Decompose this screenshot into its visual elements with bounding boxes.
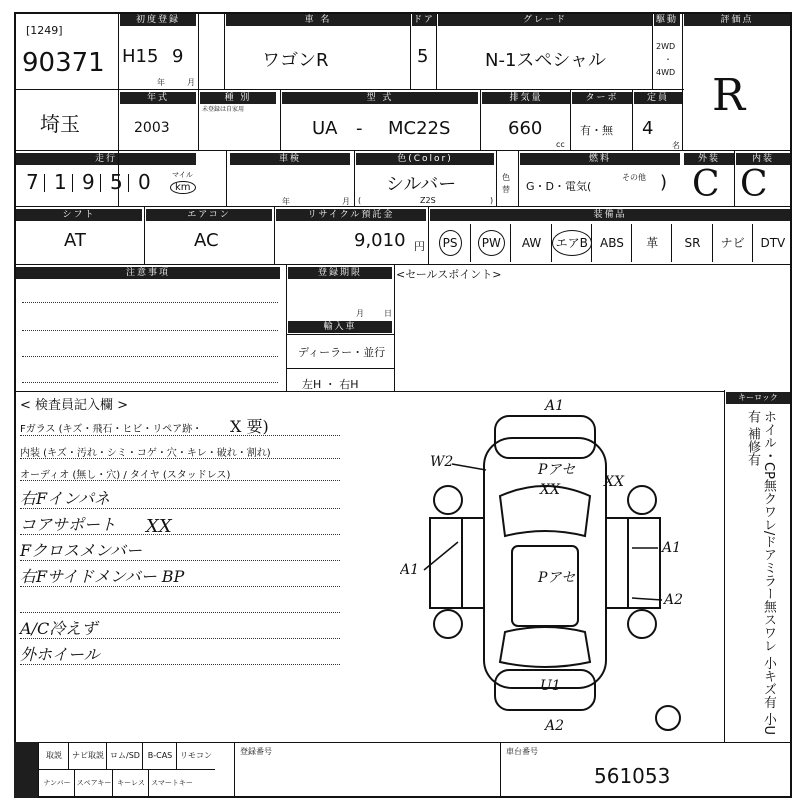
recycle-unit: 円 (414, 240, 425, 253)
color-change-label: 色 替 (502, 173, 510, 194)
car-diagram (400, 396, 720, 736)
header-first: 年式 (120, 92, 196, 104)
side-note: ホイル・CP無クワレ/ドアミラー無スワレ 小キズ有 小U有 補修有 (745, 410, 776, 736)
score-value: R (712, 70, 746, 121)
inspector-note-line: Fクロスメンバー (20, 541, 142, 560)
displacement-unit: cc (556, 140, 565, 149)
seats-unit: 名 (672, 141, 680, 150)
pillar-right (606, 518, 628, 608)
mark-roof-paint: Pアセ (538, 570, 576, 586)
header-shift: シフト (16, 209, 142, 221)
header-ext: 外装 (684, 153, 734, 165)
equipment-item: PW (470, 224, 511, 262)
mark-left-a1: A1 (400, 562, 420, 578)
mark-rear-u1: U1 (540, 678, 561, 694)
inspector-title: < 検査員記入欄 > (20, 398, 129, 413)
bottom-item-bottom: ナンバー (38, 770, 75, 797)
header-model: 車 名 (226, 14, 410, 26)
spare-tire (656, 706, 680, 730)
mark-right-fender-xx: XX (604, 474, 624, 490)
interior-label: 内装 (キズ・汚れ・シミ・コゲ・穴・キレ・破れ・割れ) (20, 448, 271, 459)
equipment-item: エアB (551, 224, 592, 262)
color-bracket-r: ) (490, 196, 494, 205)
aircon-value: AC (194, 230, 219, 251)
shaken-month: 月 (342, 197, 350, 206)
color-code: Z2S (420, 196, 436, 205)
equipment-item: PS (430, 224, 470, 262)
mark-w2: W2 (430, 454, 454, 470)
model-name: ワゴンR (262, 50, 329, 71)
mark-rear-a2: A2 (545, 718, 565, 734)
mileage-digit: 5 (110, 170, 123, 194)
notes-mark: XX (146, 516, 172, 537)
year-first: 2003 (134, 120, 170, 136)
bottom-items (14, 742, 236, 798)
mileage-mile-label: マイル (172, 171, 193, 179)
color-bracket-l: ( (358, 196, 362, 205)
deadline-month: 月 (356, 309, 364, 318)
bottom-item-top: ナビ取説 (68, 742, 107, 770)
mileage-separator (72, 174, 73, 192)
color-name: シルバー (386, 174, 457, 195)
lot-ref: [1249] (26, 24, 63, 37)
door-right (628, 518, 660, 608)
chassis-label: 車台番号 (506, 747, 538, 756)
bottom-item-top: ロム/SD (106, 742, 143, 770)
mark-right-a2: A2 (664, 592, 684, 608)
inspector-notes (20, 484, 350, 704)
keylock-label: キーロック (726, 392, 790, 404)
mark-hood-xx: XX (540, 482, 560, 498)
wheel-fr (628, 486, 656, 514)
model-code: MC22S (388, 118, 451, 139)
recycle-amount: 9,010 (354, 230, 406, 251)
chassis-number: 561053 (594, 764, 671, 788)
grade-value: N-1スペシャル (485, 50, 607, 71)
reg-type-note: 未登録は自家用 (202, 106, 245, 113)
inspector-note-line: 外ホイール (20, 645, 100, 664)
seats: 4 (642, 118, 654, 139)
inspector-note-line: 右Fサイドメンバー BP (20, 567, 185, 586)
equipment-item: AW (510, 224, 551, 262)
roof (512, 546, 578, 626)
header-regtype: 種 別 (200, 92, 276, 104)
mileage-digit: 0 (138, 170, 151, 194)
displacement: 660 (508, 118, 543, 139)
mark-hood-paint: Pアセ (538, 462, 576, 478)
mileage-km: km (170, 180, 196, 194)
mileage-separator (44, 174, 45, 192)
fuel-options: G・D・電気( (526, 180, 592, 193)
mark-right-a1-top: A1 (662, 540, 682, 556)
bottom-item-top: B-CAS (142, 742, 177, 770)
equipment-item: ABS (591, 224, 632, 262)
equipment-item: SR (671, 224, 712, 262)
bottom-items-label (14, 742, 38, 798)
rear-window (500, 627, 590, 667)
reg-era: H15 (122, 46, 159, 67)
bottom-item-top: リモコン (176, 742, 215, 770)
equipment-item: DTV (752, 224, 793, 262)
buyin-label: 輸入車 (288, 321, 392, 333)
model-code-sep: - (356, 118, 363, 139)
bottom-item-bottom: スマートキー (148, 770, 195, 797)
inspector-note-line: 右Fインパネ (20, 489, 110, 508)
header-shaken: 車検 (230, 153, 350, 165)
reg-year-mark: 年 (157, 78, 165, 87)
bottom-item-top: 取説 (38, 742, 69, 770)
header-turbo: ターボ (572, 92, 632, 104)
doors-value: 5 (417, 46, 429, 67)
door-left (430, 518, 462, 608)
drive-2wd: 2WD (656, 42, 676, 51)
deadline-day: 日 (384, 309, 392, 318)
mileage-digit: 7 (26, 170, 39, 194)
drive-4wd: 4WD (656, 68, 676, 77)
header-disp: 排気量 (482, 92, 570, 104)
header-mile: 走行 (16, 153, 196, 165)
header-ac: エアコン (146, 209, 272, 221)
header-cap: 定員 (634, 92, 682, 104)
drive-dot: ・ (664, 55, 672, 64)
header-fuel: 燃料 (520, 153, 680, 165)
shift-value: AT (64, 230, 86, 251)
header-drive: 駆動 (655, 15, 678, 25)
inspector-note-line: コアサポート (20, 515, 117, 534)
header-type: 型 式 (282, 92, 478, 104)
header-year: 初度登録 (120, 14, 196, 26)
reg-month: 9 (172, 46, 184, 67)
fuel-close: ) (660, 172, 668, 193)
wheel-rl (434, 610, 462, 638)
header-doors: ドア (413, 15, 435, 25)
dealer-label: ディーラー・並行 (298, 346, 386, 359)
equipment-row (430, 224, 792, 262)
shaken-year: 年 (282, 197, 290, 206)
mileage-separator (128, 174, 129, 192)
header-int: 内装 (736, 153, 790, 165)
bottom-item-bottom: スペアキー (74, 770, 113, 797)
header-notes: 注意事項 (16, 267, 280, 279)
header-color: 色(Color) (356, 153, 494, 165)
equipment-item: 革 (631, 224, 672, 262)
audio-label: オーディオ (無し・穴) / タイヤ (スタッドレス) (20, 470, 231, 481)
wheel-fl (434, 486, 462, 514)
bottom-item-bottom: キーレス (112, 770, 149, 797)
mark-front-bumper: A1 (545, 398, 565, 414)
reg-month-mark: 月 (187, 78, 195, 87)
fuel-other: その他 (622, 173, 646, 182)
header-score: 評価点 (684, 14, 790, 26)
header-grade: グレード (438, 14, 652, 26)
handle-label: 左H ・ 右H (302, 378, 359, 391)
model-code-prefix: UA (312, 118, 338, 139)
location: 埼玉 (40, 112, 80, 136)
lot-number: 90371 (22, 48, 105, 78)
header-recycle: リサイクル預託金 (276, 209, 426, 221)
wheel-rr (628, 610, 656, 638)
mileage-separator (100, 174, 101, 192)
glass-hand: X 要) (230, 417, 269, 436)
header-deadline: 登録期限 (288, 267, 392, 279)
pillar-left (462, 518, 484, 608)
equipment-item: ナビ (712, 224, 753, 262)
ext-grade: C (692, 164, 720, 205)
mileage (26, 170, 176, 200)
inspector-note-line: A/C冷えず (20, 619, 98, 638)
mileage-digit: 9 (82, 170, 95, 194)
glass-label: Fガラス (キズ・飛石・ヒビ・リペア跡・ (20, 424, 203, 435)
reg-number-label: 登録番号 (240, 747, 272, 756)
header-equip: 装備品 (430, 209, 790, 221)
mileage-digit: 1 (54, 170, 67, 194)
int-grade: C (740, 164, 768, 205)
turbo: 有・無 (580, 124, 613, 137)
sales-point-label: <セールスポイント> (396, 268, 502, 281)
